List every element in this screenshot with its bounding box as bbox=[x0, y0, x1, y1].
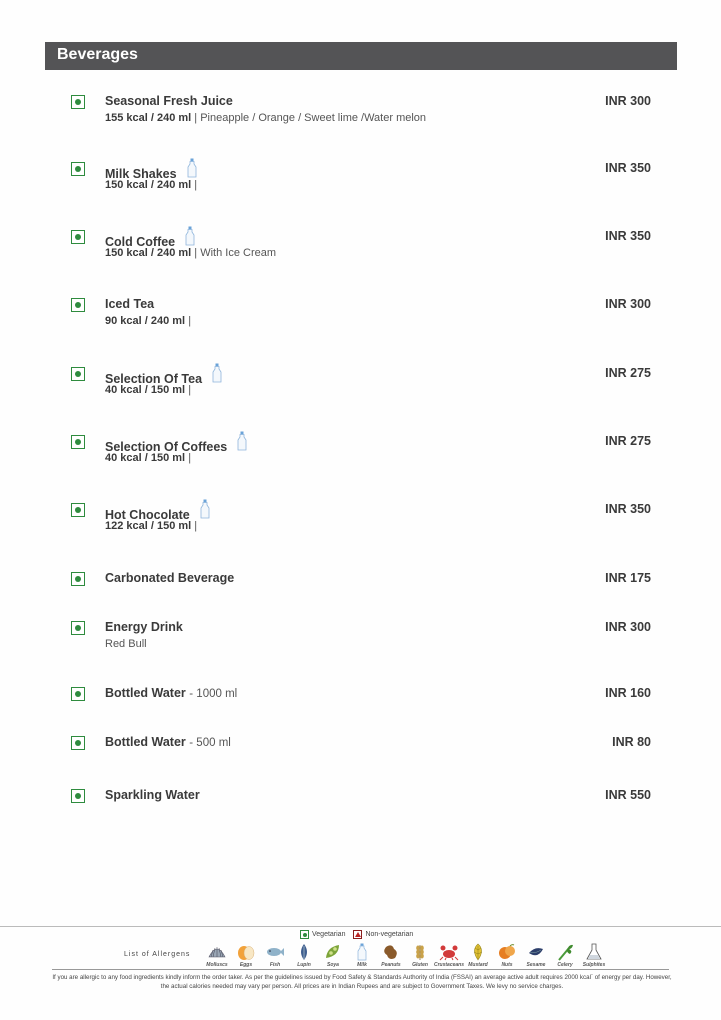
milk-allergen-icon bbox=[187, 158, 197, 178]
veg-icon bbox=[71, 230, 85, 244]
allergen-molluscs bbox=[203, 943, 231, 968]
item-kcal: 122 kcal / 150 ml bbox=[105, 520, 192, 532]
item-details bbox=[105, 452, 191, 464]
separator: | bbox=[188, 452, 192, 464]
veg-icon bbox=[71, 503, 85, 517]
veg-icon bbox=[71, 736, 85, 750]
allergen-name: Milk bbox=[357, 962, 367, 968]
allergen-sulphites bbox=[580, 943, 608, 968]
separator: | bbox=[194, 520, 198, 532]
item-name: Selection Of Coffees bbox=[105, 440, 228, 454]
item-price: INR 300 bbox=[605, 94, 651, 108]
item-price: INR 300 bbox=[605, 620, 651, 634]
item-price: INR 550 bbox=[605, 788, 651, 802]
legend-veg bbox=[300, 930, 345, 939]
item-size: - 500 ml bbox=[189, 737, 231, 749]
allergen-name: Soya bbox=[327, 962, 339, 968]
allergen-name: Gluten bbox=[412, 962, 428, 968]
veg-icon bbox=[71, 435, 85, 449]
item-price: INR 175 bbox=[605, 571, 651, 585]
item-name: Sparkling Water bbox=[105, 788, 200, 802]
gluten-icon bbox=[410, 943, 430, 961]
item-price: INR 160 bbox=[605, 686, 651, 700]
item-name: Bottled Water bbox=[105, 735, 186, 749]
item-details bbox=[105, 384, 191, 396]
sesame-icon bbox=[526, 943, 546, 961]
item-price: INR 275 bbox=[605, 434, 651, 448]
allergen-list-label: List of Allergens bbox=[124, 951, 191, 958]
allergen-name: Eggs bbox=[239, 962, 253, 968]
allergen-sesame bbox=[522, 943, 550, 968]
separator: | bbox=[188, 315, 192, 327]
allergen-name: Fish bbox=[269, 962, 281, 968]
allergen-celery bbox=[551, 943, 579, 968]
item-kcal: 150 kcal / 240 ml bbox=[105, 179, 192, 191]
separator: | bbox=[194, 112, 198, 124]
peanuts-icon bbox=[381, 943, 401, 961]
item-name-wrap bbox=[105, 161, 197, 181]
legend-veg-label: Vegetarian bbox=[312, 931, 346, 938]
veg-icon bbox=[71, 162, 85, 176]
section-title: Beverages bbox=[57, 46, 138, 63]
allergen-crustaceans bbox=[435, 943, 463, 968]
item-name: Energy Drink bbox=[105, 620, 183, 634]
section-header bbox=[45, 42, 677, 70]
allergen-gluten bbox=[406, 943, 434, 968]
allergen-lupin bbox=[290, 943, 318, 968]
separator: | bbox=[188, 384, 192, 396]
item-kcal: 90 kcal / 240 ml bbox=[105, 315, 186, 327]
veg-icon bbox=[71, 95, 85, 109]
item-price: INR 350 bbox=[605, 502, 651, 516]
nonveg-icon bbox=[353, 930, 362, 939]
separator: | bbox=[194, 179, 198, 191]
item-desc: Red Bull bbox=[105, 638, 147, 650]
item-name: Iced Tea bbox=[105, 297, 155, 311]
item-name: Carbonated Beverage bbox=[105, 571, 235, 585]
allergen-fish bbox=[261, 943, 289, 968]
allergen-name: Sulphites bbox=[582, 962, 606, 968]
item-name: Bottled Water bbox=[105, 686, 186, 700]
diet-legend bbox=[300, 930, 419, 941]
veg-icon bbox=[300, 930, 309, 939]
item-kcal: 155 kcal / 240 ml bbox=[105, 112, 192, 124]
allergen-name: Nuts bbox=[501, 962, 513, 968]
milk-icon bbox=[352, 943, 372, 961]
allergen-mustard bbox=[464, 943, 492, 968]
item-details bbox=[105, 179, 197, 191]
item-desc: With Ice Cream bbox=[200, 247, 277, 259]
disclaimer-text: If you are allergic to any food ingredients kindly inform the order taker. As per the guidelines issued by Food Safety & Standards Authority of India (FSSAI) an average active adult requires 2000 kcal` of energy per day. However, the actual calories needed may vary per person. All prices are in Indian Rupees and are subject to Government Taxes. We levy no service charges. bbox=[52, 974, 672, 990]
item-details bbox=[105, 247, 276, 259]
separator: | bbox=[194, 247, 198, 259]
allergen-name: Celery bbox=[557, 962, 573, 968]
allergen-name: Sesame bbox=[526, 962, 546, 968]
eggs-icon bbox=[236, 943, 256, 961]
allergen-name: Peanuts bbox=[381, 962, 401, 968]
allergen-peanuts bbox=[377, 943, 405, 968]
lupin-icon bbox=[294, 943, 314, 961]
item-name-wrap bbox=[105, 229, 195, 249]
nuts-icon bbox=[497, 943, 517, 961]
allergen-name: Mustard bbox=[468, 962, 488, 968]
item-name-wrap bbox=[105, 366, 222, 386]
footer-divider bbox=[0, 926, 721, 927]
item-kcal: 150 kcal / 240 ml bbox=[105, 247, 192, 259]
item-kcal: 40 kcal / 150 ml bbox=[105, 452, 186, 464]
sulphites-icon bbox=[584, 943, 604, 961]
milk-allergen-icon bbox=[237, 431, 247, 451]
legend-nonveg bbox=[353, 930, 413, 939]
allergen-name: Crustaceans bbox=[434, 962, 465, 968]
veg-icon bbox=[71, 367, 85, 381]
disclaimer-divider bbox=[52, 969, 669, 970]
allergen-list bbox=[203, 943, 609, 968]
celery-icon bbox=[555, 943, 575, 961]
item-details bbox=[105, 112, 426, 124]
item-details bbox=[105, 315, 191, 327]
item-name: Seasonal Fresh Juice bbox=[105, 94, 233, 108]
item-price: INR 350 bbox=[605, 161, 651, 175]
item-name-wrap bbox=[105, 502, 210, 522]
milk-allergen-icon bbox=[185, 226, 195, 246]
allergen-milk bbox=[348, 943, 376, 968]
legend-nonveg-label: Non-vegetarian bbox=[365, 931, 414, 938]
item-kcal: 40 kcal / 150 ml bbox=[105, 384, 186, 396]
item-price: INR 275 bbox=[605, 366, 651, 380]
crustaceans-icon bbox=[439, 943, 459, 961]
veg-icon bbox=[71, 572, 85, 586]
mustard-icon bbox=[468, 943, 488, 961]
soya-icon bbox=[323, 943, 343, 961]
allergen-eggs bbox=[232, 943, 260, 968]
milk-allergen-icon bbox=[212, 363, 222, 383]
milk-allergen-icon bbox=[200, 499, 210, 519]
allergen-soya bbox=[319, 943, 347, 968]
item-name: Cold Coffee bbox=[105, 235, 176, 249]
veg-icon bbox=[71, 298, 85, 312]
item-name: Selection Of Tea bbox=[105, 372, 203, 386]
item-price: INR 80 bbox=[612, 735, 651, 749]
fish-icon bbox=[265, 943, 285, 961]
allergen-name: Lupin bbox=[297, 962, 311, 968]
allergen-name: Molluscs bbox=[206, 962, 228, 968]
item-name-wrap bbox=[105, 686, 237, 700]
veg-icon bbox=[71, 621, 85, 635]
item-price: INR 350 bbox=[605, 229, 651, 243]
allergen-nuts bbox=[493, 943, 521, 968]
item-price: INR 300 bbox=[605, 297, 651, 311]
item-name-wrap bbox=[105, 735, 231, 749]
veg-icon bbox=[71, 789, 85, 803]
molluscs-icon bbox=[207, 943, 227, 961]
item-name-wrap bbox=[105, 434, 247, 454]
item-size: - 1000 ml bbox=[189, 688, 238, 700]
item-details bbox=[105, 520, 197, 532]
item-name: Hot Chocolate bbox=[105, 508, 190, 522]
item-name: Milk Shakes bbox=[105, 167, 177, 181]
veg-icon bbox=[71, 687, 85, 701]
item-desc: Pineapple / Orange / Sweet lime /Water melon bbox=[200, 112, 427, 124]
